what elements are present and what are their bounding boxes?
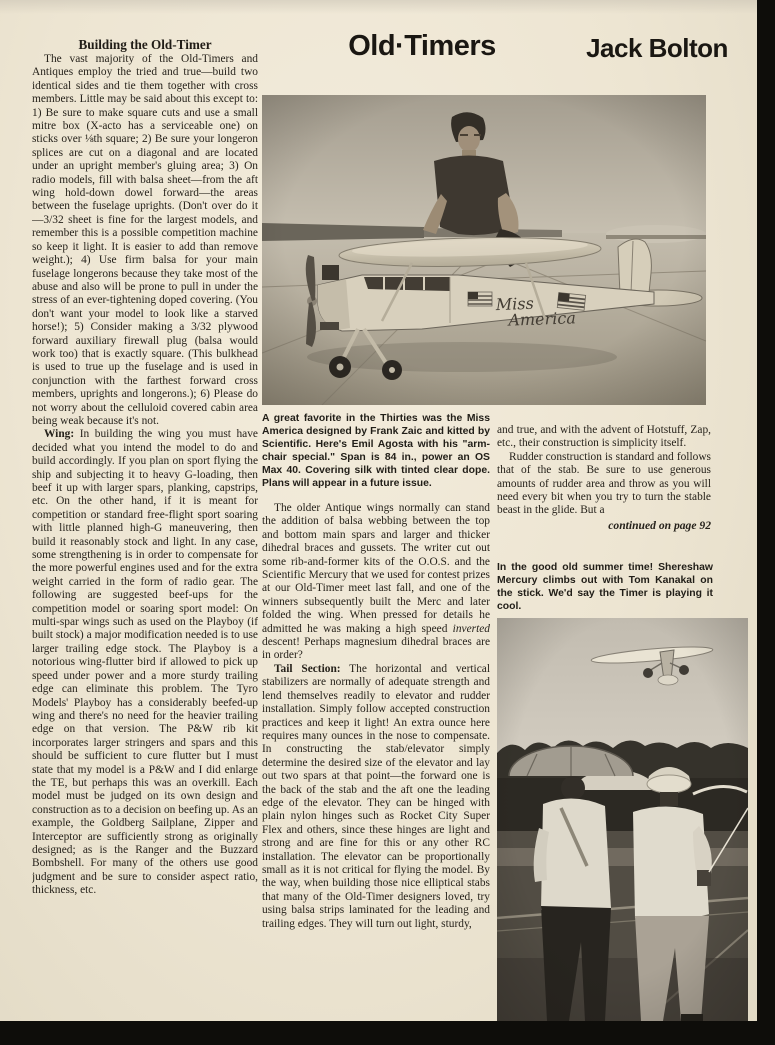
wing-paragraph-text: In building the wing you must have decided what you intend the model to do and build accordingly. If you plan on sport flying the ship and subjecting it to heavy G-loading, then beef it up with larger spars, planking, capstrips, etc. On the other hand, if it is meant for competition or standard free-flight sport soaring with little planned high-G maneuvering, then build it reasonably stock and light. In any case, some strengthening is in order to compensate for the more powerful engines used and for the extra weight carried in the form of radio gear. The following are suggested beef-ups for the competition model or soaring sport model: On multi-spar wings such as used on the Playboy (if built stock) a major modification needed is to use larger trailing edge stock. The Playboy is a notorious wing-flutter bird if allowed to pick up speed under power and a more sturdy trailing edge can eliminate this problem. The Tyro Models' Playboy has a considerably beefed-up wing and there's no need for the heavier trailing edge on that version. The P&W rib kit incorporates larger stringers and spars and this should be sufficient to cure flutter but I must state that my model is a P&W and I did enlarge the TE, but perhaps this was an overkill. Each model must be judged on its own design and construction as to a decision on beefing up. As an example, the Goldberg Sailplane, Zipper and Interceptor are sufficiently strong as originally designed; as is the Ranger and the Buzzard Bombshell. For many of the others use good judgment and be sure to consider aspect ratio, thickness, etc. <box>32 428 258 897</box>
right-text-column <box>497 424 711 532</box>
photo-vignette <box>262 95 706 405</box>
wing-run-in-label: Wing: <box>44 428 75 441</box>
scan-border-bottom <box>0 1021 775 1045</box>
top-photo-caption: A great favorite in the Thirties was the Miss America designed by Frank Zaic and kitted by Scientific. Here's Emil Agosta with his "arm-chair special." Span is 84 in., power an OS Max 40. Covering silk with tinted clear dope. Plans will appear in a future issue. <box>262 413 490 489</box>
continued-on-page-note: continued on page 92 <box>608 518 711 532</box>
author-byline: Jack Bolton <box>586 33 728 63</box>
wing-paragraph <box>32 428 258 897</box>
section-heading: Building the Old-Timer <box>78 37 212 52</box>
tail-section-run-in-label: Tail Section: <box>274 662 341 675</box>
rudder-paragraph: Rudder construction is standard and follows that of the stab. Be sure to use generous amounts of rudder area and throw as you will need every bit when you try to turn the stable beast in the glide. But a <box>497 450 711 517</box>
photo-miss-america <box>262 95 706 405</box>
scan-top-shading <box>0 0 757 14</box>
scan-border-right <box>757 0 775 1045</box>
photo-vignette <box>497 618 748 1021</box>
photo-miss-america-illustration <box>262 95 706 405</box>
photo-flying-field-illustration <box>497 618 748 1021</box>
antique-wings-paragraph <box>262 502 490 663</box>
tail-section-paragraph <box>262 663 490 931</box>
antique-text-a: The older Antique wings normally can stand the addition of balsa webbing between the top and bottom main spars and larger and thicker dihedral braces and gussets. The writer cut out some rib-and-former kits of the O.O.S. and the Scientific Mercury that we used for contest prizes at our Old-Timer meet last fall, and one of the winners subsequently built the Merc and later folded the wing. When pressed for details he admitted he was making a high speed <box>262 502 490 635</box>
tail-section-text: The horizontal and vertical stabilizers are normally of adequate strength and lend themselves readily to elevator and rudder installation. Simply follow accepted construction practices and keep it light! An extra ounce here requires many ounces in the nose to compensate. In constructing the stab/elevator simply determine the desired size of the elevator and lay out two spars at that point—the forward one is the back of the stab and the aft one the leading edge of the elevator. They can be hinged with plain nylon hinges such as Rocket City Super Flex and others, since these hinges are light and strong and are fine for this or any other RC installation. The elevator can be proportionally small as it is not critical for flying the model. By the way, when building those nice elliptical stabs that many of the Old-Timer designers loved, try using balsa strips laminated for the leading and trailing edges. They will turn out light, sturdy, <box>262 662 490 930</box>
inverted-emphasis: inverted <box>452 622 490 635</box>
photo-flying-field <box>497 618 748 1021</box>
hotstuff-paragraph: and true, and with the advent of Hotstuff, Zap, etc., their construction is simplicity itself. <box>497 424 711 450</box>
left-text-column <box>32 53 258 1003</box>
intro-paragraph: The vast majority of the Old-Timers and Antiques employ the tried and true—build two identical sides and tie them together with cross members. Little may be said about this except to: 1) Be sure to make square cuts and use a small mitre box (X-acto has a serviceable one) on sticks over ⅛th square; 2) Be sure your longeron splices are cut on a diagonal and are located under an upright member's gluing area; 3) On radio models, fill with balsa sheet—from the aft wing hold-down dowel forward—the areas between the fuselage uprights. (Don't over do it—3/32 sheet is fine for the largest models, and remember this is a possible competition machine so keep it light. It is easier to add than remove weight.); 4) Use firm balsa for your main fuselage longerons because they take most of the abuse and also will be prone to pull in under the stress of an ever-tightening doped covering. (You don't want your model to look like a starved horse!); 5) Consider making a 3/32 plywood forward auxiliary firewall plug (balsa would work too) that is exactly square. (This bulkhead is used to true up the fuselage and is used in conjunction with the farthest forward cross members, uprights and longerons.); 6) Please do not worry about the celluloid covered cabin area being weak because it's not. <box>32 53 258 427</box>
middle-text-column <box>262 502 490 1019</box>
bottom-photo-caption: In the good old summer time! Shereshaw Mercury climbs out with Tom Kanakal on the stick. We'd say the Timer is playing it cool. <box>497 562 713 612</box>
antique-text-b: descent! Perhaps magnesium dihedral braces are in order? <box>262 636 490 662</box>
column-logo-title: Old·Timers <box>348 30 496 62</box>
